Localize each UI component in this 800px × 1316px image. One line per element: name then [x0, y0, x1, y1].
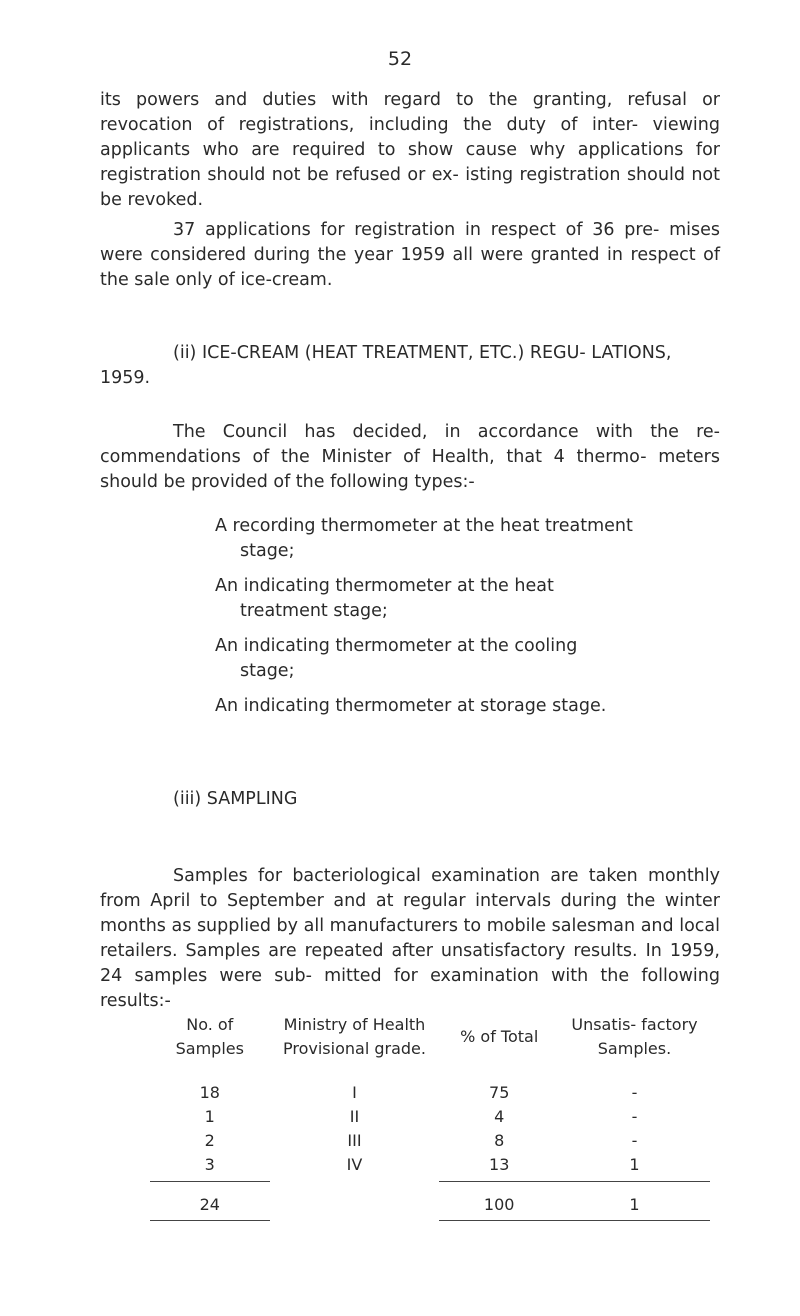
- total-percent: 100: [439, 1182, 559, 1221]
- table-total-row: [150, 1182, 710, 1221]
- table-row: [150, 1105, 710, 1129]
- table-cell: 4: [494, 1107, 505, 1126]
- table-cell: 2: [204, 1131, 215, 1150]
- paragraph-registration-duties: its powers and duties with regard to the granting, refusal or revocation of registrations, including the duty of inter- viewing applicants who are required to show cause why applications for registration should not be refused or ex- isting registration should not be revoked.: [100, 90, 720, 210]
- table-cell: 13: [439, 1153, 559, 1182]
- paragraph-applications: 37 applications for registration in respect of 36 pre- mises were considered during the year 1959 all were granted in respect of the sale only of ice-cream.: [100, 220, 720, 290]
- table-row: [150, 1129, 710, 1153]
- table-cell: -: [631, 1083, 638, 1102]
- section-heading-sampling: (iii) SAMPLING: [173, 789, 298, 809]
- section-heading-ice-cream-regulations: (ii) ICE-CREAM (HEAT TREATMENT, ETC.) REGU- LATIONS, 1959.: [100, 343, 672, 388]
- table-cell: 18: [199, 1083, 220, 1102]
- table-cell: I: [352, 1083, 357, 1102]
- table-cell: 8: [494, 1131, 505, 1150]
- table-cell: -: [631, 1131, 638, 1150]
- paragraph-sampling: Samples for bacteriological examination are taken monthly from April to September and at regular intervals during the winter months as supplied by all manufacturers to mobile salesman and local retailers. Samples are repeated after unsatisfactory results. In 1959, 24 samples were sub- mitted for examination with the following results:-: [100, 866, 720, 1011]
- table-cell: IV: [346, 1155, 363, 1175]
- list-item: An indicating thermometer at storage stage.: [215, 696, 607, 716]
- header-grade: Ministry of Health Provisional grade.: [283, 1015, 426, 1058]
- table-row: [150, 1081, 710, 1105]
- table-cell: II: [349, 1107, 360, 1126]
- table-cell: 75: [489, 1083, 510, 1102]
- header-unsatisfactory: Unsatis- factory Samples.: [571, 1015, 698, 1058]
- total-samples: 24: [150, 1182, 270, 1221]
- table-cell: -: [631, 1107, 638, 1126]
- sampling-results-table: [150, 1013, 710, 1221]
- table-row: [150, 1153, 710, 1182]
- table-cell: 1: [204, 1107, 215, 1126]
- thermometer-list: [215, 514, 635, 729]
- header-no-of-samples: No. of Samples: [175, 1015, 244, 1058]
- table-header-row: [150, 1013, 710, 1081]
- table-cell: III: [347, 1131, 362, 1150]
- page-number: 52: [387, 48, 413, 70]
- total-unsatisfactory: 1: [559, 1182, 710, 1221]
- table-cell: 3: [150, 1153, 270, 1182]
- header-percent-total: % of Total: [460, 1027, 539, 1046]
- list-item: An indicating thermometer at the heat treatment stage;: [215, 576, 554, 621]
- list-item: A recording thermometer at the heat treatment stage;: [215, 516, 633, 561]
- paragraph-council-decision: The Council has decided, in accordance with the re- commendations of the Minister of Health, that 4 thermo- meters should be provided of the following types:-: [100, 422, 720, 492]
- total-empty: [270, 1182, 440, 1221]
- list-item: An indicating thermometer at the cooling stage;: [215, 636, 578, 681]
- table-cell: 1: [559, 1153, 710, 1182]
